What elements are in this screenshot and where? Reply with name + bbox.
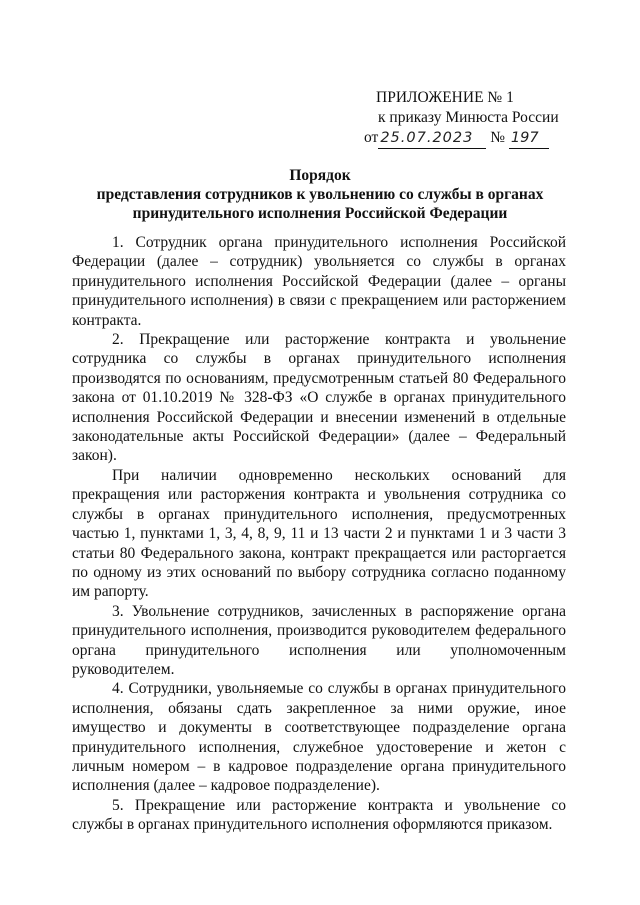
paragraph-1: 1. Сотрудник органа принудительного исполнения Российской Федерации (далее – сотрудник) увольняется со службы в органах принудительного исполнения Российской Федерации (далее – органы принудительного исполнения) в связи с прекращением или расторжением контракта. xyxy=(72,234,566,329)
handwritten-number: 197 xyxy=(509,128,549,149)
paragraph-3: 3. Увольнение сотрудников, зачисленных в распоряжение органа принудительного исполнения, производится руководителем федерального органа принудительного исполнения или уполномоченным руководителем. xyxy=(72,602,566,678)
heading-line-3: принудительного исполнения Российской Федерации xyxy=(132,205,508,222)
appendix-title: ПРИЛОЖЕНИЕ № 1 xyxy=(376,89,514,106)
paragraph-2: 2. Прекращение или расторжение контракта и увольнение сотрудника со службы в органах принудительного исполнения производятся по основаниям, предусмотренным статьей 80 Федерального закона от 01.10.2019 № 328-ФЗ «О службе в органах принудительного исполнения Российской Федерации и внесении изменений в отдельные законодательные акты Российской Федерации» (далее – Федеральный закон). xyxy=(72,331,566,465)
number-label: № xyxy=(490,129,505,146)
paragraph-4: 4. Сотрудники, увольняемые со службы в органах принудительного исполнения, обязаны сдать закрепленное за ними оружие, иное имущество и документы в соответствующее подразделение органа принудительного исполнения, служебное удостоверение и жетон с личным номером – в кадровое подразделение органа принудительного исполнения (далее – кадровое подразделение). xyxy=(72,680,566,795)
heading-line-1: Порядок xyxy=(289,167,351,184)
appendix-date-line xyxy=(364,128,574,149)
handwritten-date: 25.07.2023 xyxy=(378,128,486,149)
appendix-block xyxy=(364,88,574,149)
document-body xyxy=(72,233,566,835)
paragraph-5: 5. Прекращение или расторжение контракта и увольнение со службы в органах принудительного исполнения оформляются приказом. xyxy=(72,796,566,834)
paragraph-2-continued: При наличии одновременно нескольких оснований для прекращения или расторжения контракта и увольнения сотрудника со службы в органах принудительного исполнения, предусмотренных частью 1, пунктами 1, 3, 4, 8, 9, 11 и 13 части 2 и пунктами 1 и 3 части 3 статьи 80 Федерального закона, контракт прекращается или расторгается по одному из этих оснований по выбору сотрудника согласно поданному им рапорту. xyxy=(72,466,566,601)
appendix-subtitle: к приказу Минюста России xyxy=(378,109,559,126)
heading-line-2: представления сотрудников к увольнению со службы в органах xyxy=(96,186,544,203)
document-heading xyxy=(70,166,570,223)
date-prefix: от xyxy=(364,129,379,146)
